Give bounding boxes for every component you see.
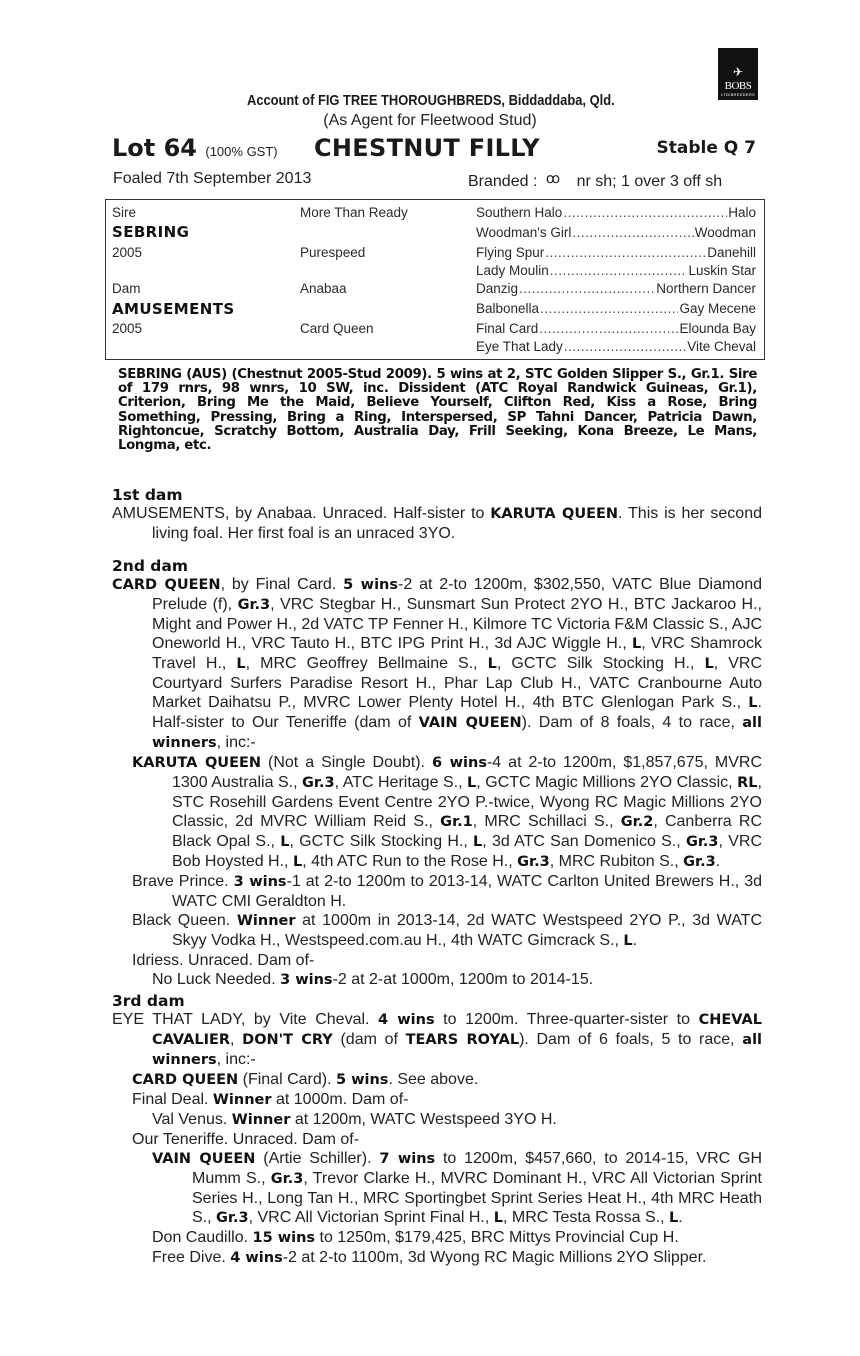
progeny-entry: KARUTA QUEEN (Not a Single Doubt). 6 wins-4 at 2-to 1200m, $1,857,675, MVRC 1300 Australia S., Gr.3, ATC Heritage S., L, GCTC Magic Millions 2YO Classic, RL, STC Rosehill Gardens Event Centre 2YO P.-twice, Wyong RC Magic Millions 2YO Classic, 2d MVRC William Reid S., Gr.1, MRC Schillaci S., Gr.2, Canberra RC Black Opal S., L, GCTC Silk Stocking H., L, 3d ATC San Domenico S., Gr.3, VRC Bob Hoysted H., L, 4th ATC Run to the Rose H., Gr.3, MRC Rubiton S., Gr.3. (132, 754, 762, 870)
vendor-account: Account of FIG TREE THOROUGHBREDS, Biddaddaba, Qld. (247, 92, 615, 109)
third-dam-section (112, 992, 762, 1268)
dam-paragraph: EYE THAT LADY, by Vite Cheval. 4 wins to 1200m. Three-quarter-sister to CHEVAL CAVALIER, DON'T CRY (dam of TEARS ROYAL). Dam of 6 foals, 5 to race, all winners, inc:- (112, 1011, 763, 1068)
grandparent-row: Flying Spur ..... Danehill (476, 245, 756, 260)
grandparent-row: Lady Moulin ..... Luskin Star (476, 263, 756, 278)
grandparent-row: Final Card ..... Elounda Bay (476, 321, 756, 336)
progeny-entry: Free Dive. 4 wins-2 at 2-to 1100m, 3d Wyong RC Magic Millions 2YO Slipper. (152, 1249, 707, 1266)
progeny-entry: Don Caudillo. 15 wins to 1250m, $179,425, BRC Mittys Provincial Cup H. (152, 1229, 679, 1246)
grandparent-row: Woodman's Girl ..... Woodman (476, 225, 756, 240)
horse-description: CHESTNUT FILLY (314, 134, 540, 162)
progeny-entry: Final Deal. Winner at 1000m. Dam of- (132, 1091, 409, 1108)
dam-label: Dam (112, 281, 141, 296)
sire-year: 2005 (112, 245, 143, 260)
section-heading: 1st dam (112, 486, 183, 504)
grandparent-row: Eye That Lady ..... Vite Cheval (476, 339, 756, 354)
brand-detail: nr sh; 1 over 3 off sh (576, 173, 723, 190)
progeny-entry: Brave Prince. 3 wins-1 at 2-to 1200m to 2013-14, WATC Carlton United Brewers H., 3d WATC CMI Geraldton H. (132, 873, 762, 910)
dam-paragraph: AMUSEMENTS, by Anabaa. Unraced. Half-sister to KARUTA QUEEN. This is her second living foal. Her first foal is an unraced 3YO. (112, 505, 762, 542)
horse-bird-icon: ✈ (732, 65, 744, 79)
lot-number: Lot 64 (100% GST) (112, 134, 278, 162)
foaled-date: Foaled 7th September 2013 (113, 170, 312, 187)
brand-mark-icon: ꝏ (545, 170, 561, 186)
progeny-entry: No Luck Needed. 3 wins-2 at 2-at 1000m, 1200m to 2014-15. (152, 971, 594, 988)
progeny-entry: Val Venus. Winner at 1200m, WATC Westspeed 3YO H. (152, 1111, 557, 1128)
sire-summary: SEBRING (AUS) (Chestnut 2005-Stud 2009). 5 wins at 2, STC Golden Slipper S., Gr.1. Sire of 179 rnrs, 98 wnrs, 10 SW, inc. Dissident (ATC Royal Randwick Guineas, Gr.1), Criterion, Bring Me the Maid, Believe Yourself, Clifton Red, Kiss a Rose, Bring Something, Pressing, Bring a Ring, Interspersed, SP Tahni Dancer, Patricia Dawn, Rightoncue, Scratchy Bottom, Australia Day, Frill Seeking, Kona Breeze, Le Mans, Longma, etc. (118, 367, 757, 454)
grandparent-row: Balbonella ..... Gay Mecene (476, 301, 756, 316)
progeny-entry: CARD QUEEN (Final Card). 5 wins. See above. (132, 1071, 479, 1088)
grandparent-row: Danzig ..... Northern Dancer (476, 281, 756, 296)
sire-dam: Purespeed (300, 245, 366, 260)
dam-dam: Card Queen (300, 321, 374, 336)
grandparent-row: Southern Halo ..... Halo (476, 205, 756, 220)
dam-paragraph: CARD QUEEN, by Final Card. 5 wins-2 at 2-to 1200m, $302,550, VATC Blue Diamond Prelude (f), Gr.3, VRC Stegbar H., Sunsmart Sun Protect 2YO H., BTC Jackaroo H., Might and Power H., 2d VATC TP Fenner H., Kilmore TC Victoria F&M Classic S., AJC Oneworld H., VRC Tauto H., BTC IPG Print H., 3d AJC Wiggle H., L, VRC Shamrock Travel H., L, MRC Geoffrey Bellmaine S., L, GCTC Silk Stocking H., L, VRC Courtyard Surfers Paradise Resort H., Phar Lap Club H., VATC Cranbourne Auto Market Daihatsu P., MVRC Lower Plenty Hotel H., 4th BTC Glenlogan Park S., L. Half-sister to Our Teneriffe (dam of VAIN QUEEN). Dam of 8 foals, 4 to race, all winners, inc:- (112, 576, 763, 751)
second-dam-section (112, 557, 762, 990)
progeny-entry: Black Queen. Winner at 1000m in 2013-14, 2d WATC Westspeed 2YO P., 3d WATC Skyy Vodka H., Westspeed.com.au H., 4th WATC Gimcrack S., L. (132, 912, 763, 949)
pedigree-table (105, 199, 765, 360)
lot-line (112, 134, 760, 164)
sire-sire: More Than Ready (300, 205, 408, 220)
first-dam-section (112, 486, 762, 543)
gst-note: (100% GST) (205, 144, 278, 159)
logo-subtext: LTD/BREEDERS (721, 92, 755, 97)
section-heading: 2nd dam (112, 557, 189, 575)
dam-year: 2005 (112, 321, 143, 336)
branded-label: Branded : (468, 173, 538, 190)
progeny-entry: VAIN QUEEN (Artie Schiller). 7 wins to 1200m, $457,660, to 2014-15, VRC GH Mumm S., Gr.3, Trevor Clarke H., MVRC Dominant H., VRC All Victorian Sprint Series H., Long Tan H., MRC Sportingbet Sprint Series Heat H., 4th MRC Heath S., Gr.3, VRC All Victorian Sprint Final H., L, MRC Testa Rossa S., L. (152, 1150, 763, 1226)
dam-name: AMUSEMENTS (112, 300, 235, 318)
sire-label: Sire (112, 205, 137, 220)
dam-sire: Anabaa (300, 281, 347, 296)
progeny-entry: Idriess. Unraced. Dam of- (132, 952, 315, 969)
progeny-entry: Our Teneriffe. Unraced. Dam of- (132, 1131, 360, 1148)
agent-line: (As Agent for Fleetwood Stud) (323, 112, 537, 129)
sire-name: SEBRING (112, 223, 190, 241)
brand-info (468, 170, 722, 191)
logo-text: BOBS (724, 80, 752, 92)
section-heading: 3rd dam (112, 992, 185, 1010)
stable-location: Stable Q 7 (656, 138, 756, 158)
